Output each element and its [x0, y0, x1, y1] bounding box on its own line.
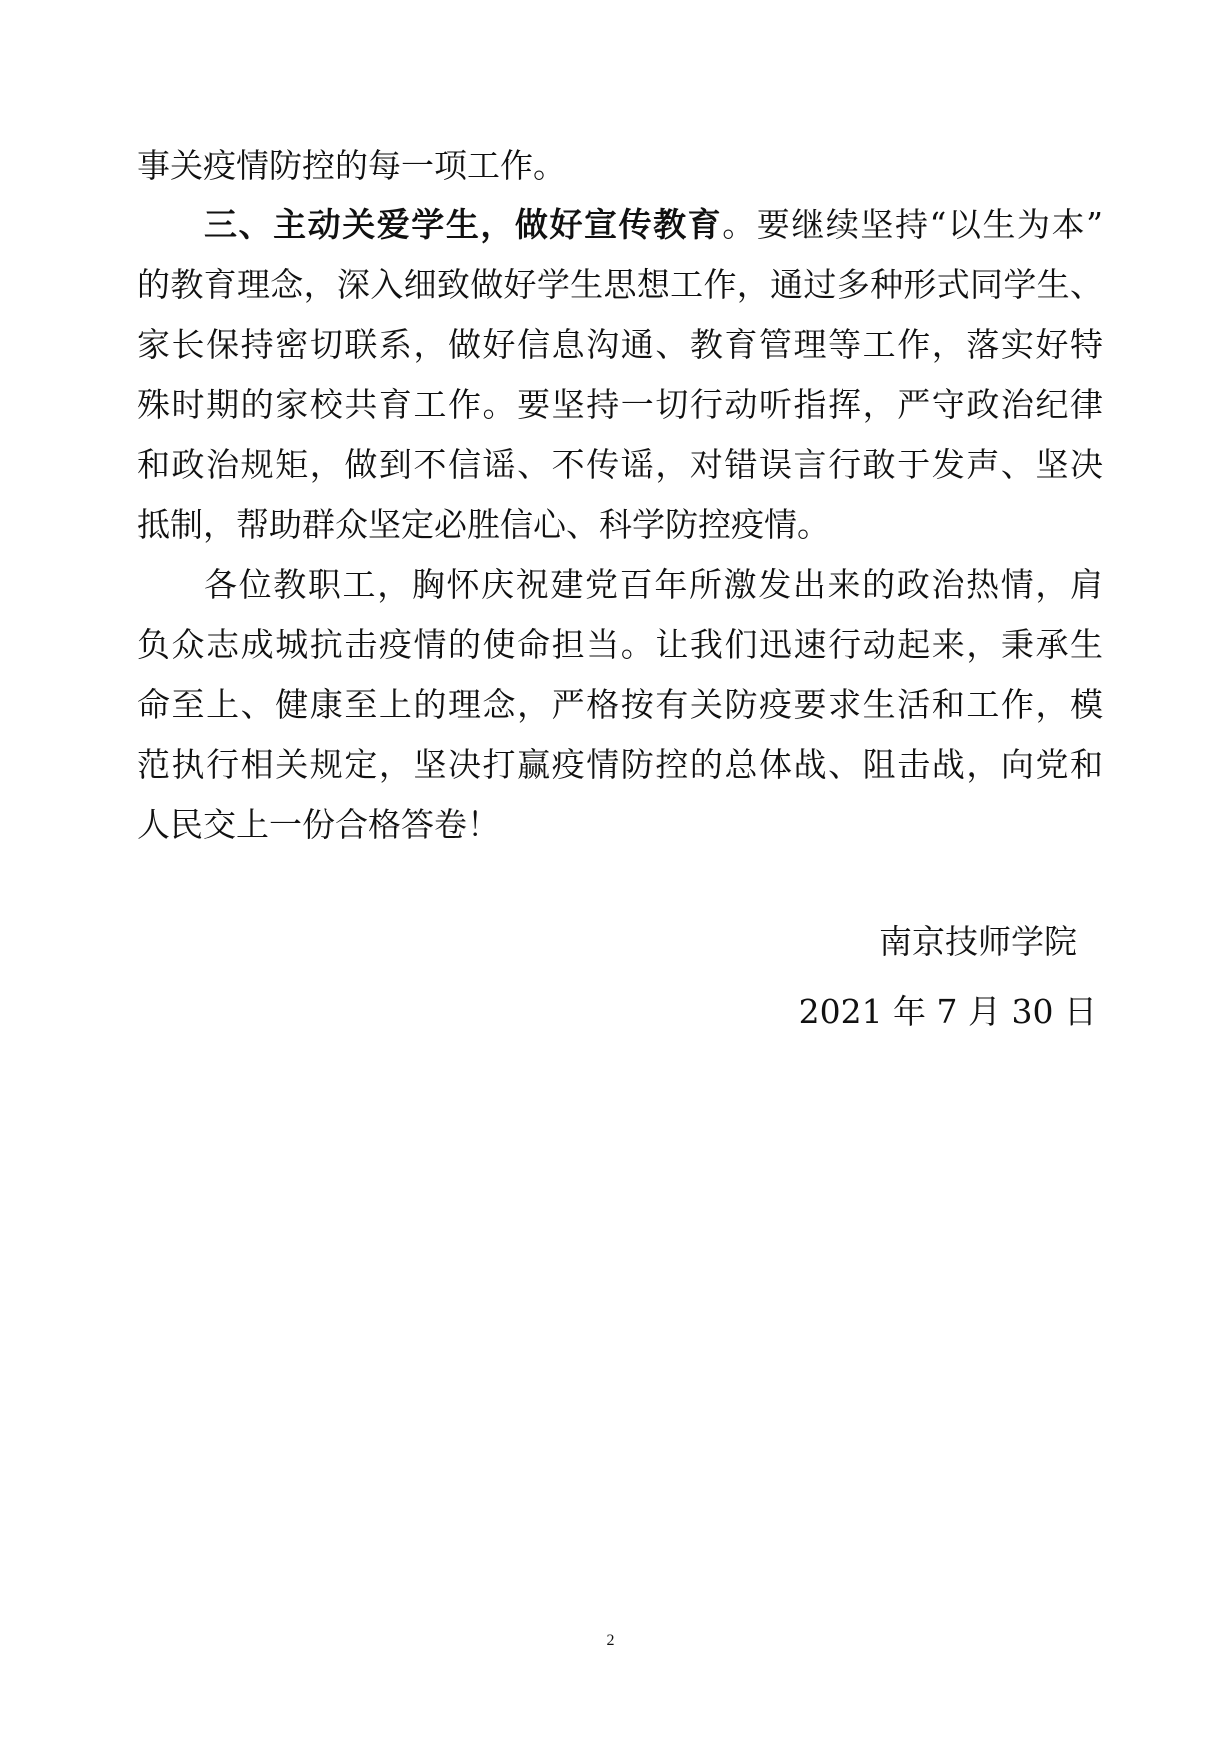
paragraph-tail-line: 事关疫情防控的每一项工作。 — [137, 146, 566, 185]
section-three-line: 抵制，帮助群众坚定必胜信心、科学防控疫情。 — [137, 505, 830, 544]
page-number: 2 — [606, 1632, 615, 1649]
signature-organization: 南京技师学院 — [879, 922, 1077, 961]
section-three-line: 的教育理念，深入细致做好学生思想工作，通过多种形式同学生、 — [137, 265, 1103, 304]
signature-date: 2021 年 7 月 30 日 — [798, 992, 1097, 1031]
section-three-first-line — [204, 205, 1103, 245]
section-three-line: 家长保持密切联系，做好信息沟通、教育管理等工作，落实好特 — [137, 325, 1103, 364]
closing-line: 各位教职工，胸怀庆祝建党百年所激发出来的政治热情，肩 — [204, 565, 1103, 604]
section-three-heading: 三、主动关爱学生，做好宣传教育 — [204, 205, 723, 244]
closing-line: 范执行相关规定，坚决打赢疫情防控的总体战、阻击战，向党和 — [137, 745, 1103, 784]
section-three-line: 殊时期的家校共育工作。要坚持一切行动听指挥，严守政治纪律 — [137, 385, 1103, 424]
closing-line: 负众志成城抗击疫情的使命担当。让我们迅速行动起来，秉承生 — [137, 625, 1103, 664]
closing-line: 命至上、健康至上的理念，严格按有关防疫要求生活和工作，模 — [137, 685, 1103, 724]
section-three-first-line-rest: 。要继续坚持“以生为本” — [722, 205, 1104, 244]
closing-line: 人民交上一份合格答卷！ — [137, 805, 500, 844]
section-three-line: 和政治规矩，做到不信谣、不传谣，对错误言行敢于发声、坚决 — [137, 445, 1103, 484]
